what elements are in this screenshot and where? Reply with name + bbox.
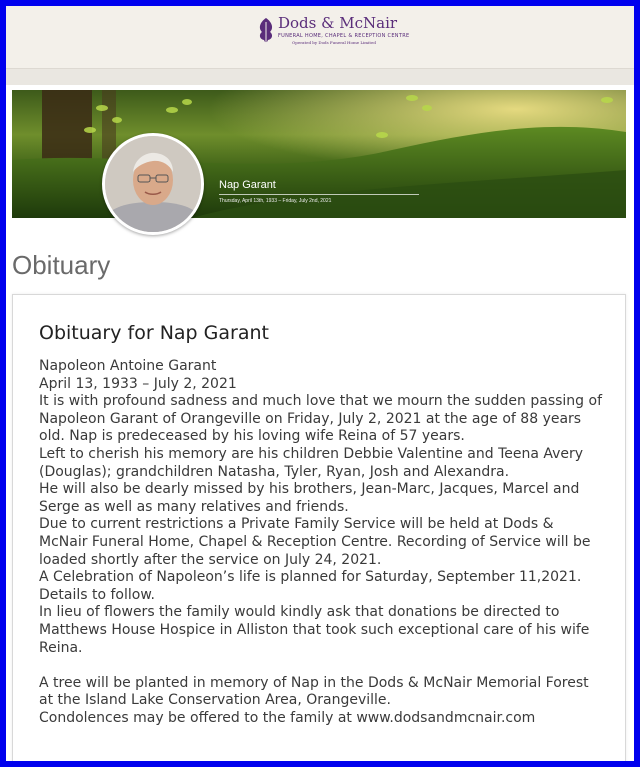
page-frame bbox=[6, 6, 634, 761]
obituary-line: Left to cherish his memory are his children Debbie Valentine and Teena Avery (Douglas); grandchildren Natasha, Tyler, Ryan, Josh and Alexandra. bbox=[39, 445, 584, 480]
hero-dates: Thursday, April 13th, 1933 – Friday, July 2nd, 2021 bbox=[219, 198, 332, 204]
leaf-logo-icon bbox=[256, 16, 276, 46]
obituary-body bbox=[39, 358, 605, 727]
nav-strip bbox=[6, 68, 634, 85]
brand-subtitle: FUNERAL HOME, CHAPEL & RECEPTION CENTRE bbox=[278, 33, 410, 39]
brand-operator: Operated by Dods Funeral Home Limited bbox=[292, 40, 376, 45]
page-title: Obituary bbox=[12, 250, 111, 280]
obituary-line: April 13, 1933 – July 2, 2021 bbox=[39, 375, 237, 392]
hero-name: Nap Garant bbox=[219, 179, 276, 191]
obituary-line: A Celebration of Napoleon’s life is planned for Saturday, September 11,2021. Details to follow. bbox=[39, 569, 582, 603]
obituary-line: He will also be dearly missed by his brothers, Jean-Marc, Jacques, Marcel and Serge as well as many relatives and friends. bbox=[39, 481, 580, 515]
obituary-line: Due to current restrictions a Private Family Service will be held at Dods & McNair Funeral Home, Chapel & Reception Centre. Recording of Service will be loaded shortly after the service on July 24, 2021. bbox=[39, 516, 591, 568]
obituary-line: Napoleon Antoine Garant bbox=[39, 358, 217, 374]
obituary-line: Condolences may be offered to the family at www.dodsandmcnair.com bbox=[39, 709, 536, 726]
brand-name: Dods & McNair bbox=[278, 14, 398, 32]
paragraph-gap bbox=[39, 657, 605, 675]
portrait-avatar bbox=[102, 133, 204, 235]
obituary-line: A tree will be planted in memory of Nap in the Dods & McNair Memorial Forest at the Island Lake Conservation Area, Orangeville. bbox=[39, 674, 589, 709]
obituary-card bbox=[12, 294, 626, 761]
site-header bbox=[6, 6, 634, 68]
hero-divider bbox=[219, 194, 419, 195]
obituary-line: It is with profound sadness and much love that we mourn the sudden passing of Napoleon Garant of Orangeville on Friday, July 2, 2021 at the age of 88 years old. Nap is predeceased by his loving wife Reina of 57 years. bbox=[39, 393, 602, 445]
obituary-title: Obituary for Nap Garant bbox=[39, 322, 269, 344]
portrait-icon bbox=[105, 136, 201, 232]
obituary-line: In lieu of flowers the family would kindly ask that donations be directed to Matthews House Hospice in Alliston that took such exceptional care of his wife Reina. bbox=[39, 604, 590, 656]
